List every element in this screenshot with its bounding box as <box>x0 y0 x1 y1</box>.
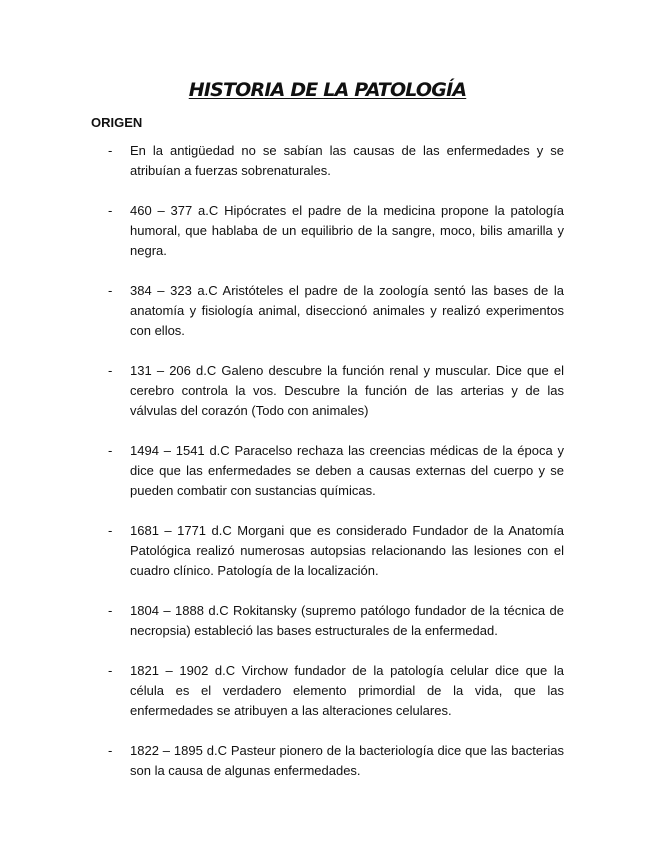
bullet-dash: - <box>108 443 113 458</box>
list-item <box>0 601 655 641</box>
history-list <box>0 141 655 801</box>
section-heading: ORIGEN <box>91 115 143 130</box>
list-item-text: 1681 – 1771 d.C Morgani que es considerado Fundador de la Anatomía Patológica realizó numerosas autopsias relacionando las lesiones con el cuadro clínico. Patología de la localización. <box>130 523 564 578</box>
bullet-dash: - <box>108 523 113 538</box>
bullet-dash: - <box>108 743 113 758</box>
bullet-dash: - <box>108 663 113 678</box>
list-item <box>0 281 655 341</box>
bullet-dash: - <box>108 603 113 618</box>
list-item-text: En la antigüedad no se sabían las causas de las enfermedades y se atribuían a fuerzas sobrenaturales. <box>130 143 564 178</box>
list-item <box>0 661 655 721</box>
bullet-dash: - <box>108 143 113 158</box>
list-item-text: 460 – 377 a.C Hipócrates el padre de la medicina propone la patología humoral, que hablaba de un equilibrio de la sangre, moco, bilis amarilla y negra. <box>130 203 564 258</box>
list-item <box>0 361 655 421</box>
list-item-text: 384 – 323 a.C Aristóteles el padre de la zoología sentó las bases de la anatomía y fisiología animal, diseccionó animales y realizó experimentos con ellos. <box>130 283 564 338</box>
list-item-text: 1821 – 1902 d.C Virchow fundador de la patología celular dice que la célula es el verdadero elemento primordial de la vida, que las enfermedades se atribuyen a las alteraciones celulares. <box>130 663 564 718</box>
list-item <box>0 521 655 581</box>
bullet-dash: - <box>108 363 113 378</box>
bullet-dash: - <box>108 283 113 298</box>
list-item-text: 131 – 206 d.C Galeno descubre la función renal y muscular. Dice que el cerebro controla la vos. Descubre la función de las arterias y de las válvulas del corazón (Todo con animales) <box>130 363 564 418</box>
list-item-text: 1494 – 1541 d.C Paracelso rechaza las creencias médicas de la época y dice que las enfermedades se deben a causas externas del cuerpo y se pueden combatir con sustancias químicas. <box>130 443 564 498</box>
list-item <box>0 741 655 781</box>
document-title: HISTORIA DE LA PATOLOGÍA <box>188 79 467 101</box>
list-item-text: 1822 – 1895 d.C Pasteur pionero de la bacteriología dice que las bacterias son la causa de algunas enfermedades. <box>130 743 564 778</box>
list-item <box>0 201 655 261</box>
list-item <box>0 141 655 181</box>
list-item <box>0 441 655 501</box>
list-item-text: 1804 – 1888 d.C Rokitansky (supremo patólogo fundador de la técnica de necropsia) estableció las bases estructurales de la enfermedad. <box>130 603 564 638</box>
bullet-dash: - <box>108 203 113 218</box>
